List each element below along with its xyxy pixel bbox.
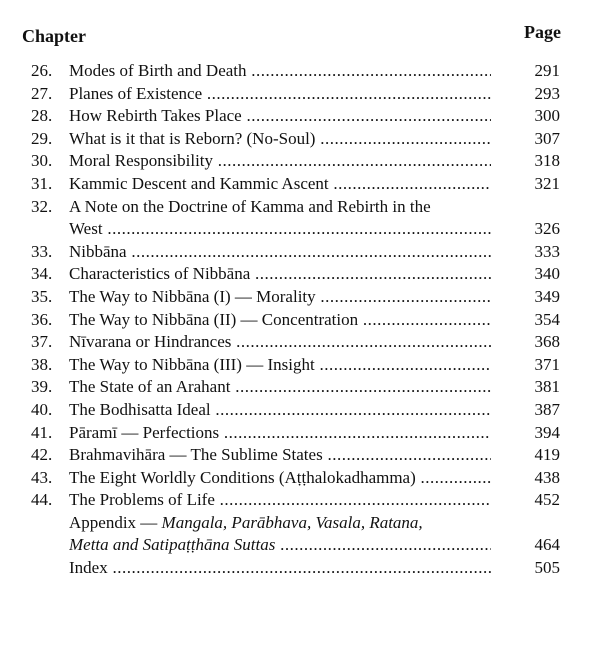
page-number: 307	[534, 128, 560, 148]
chapter-number: 32.	[31, 196, 53, 216]
chapter-number: 27.	[31, 83, 53, 103]
chapter-title: The Problems of Life .....	[69, 489, 491, 512]
table-of-contents	[0, 60, 600, 580]
appendix-title	[69, 512, 491, 535]
chapter-number: 34.	[31, 264, 53, 284]
page-number: 333	[534, 241, 560, 261]
chapter-title: Kammic Descent and Kammic Ascent .....	[69, 173, 491, 196]
appendix-suttas-1: Mangala, Parābhava, Vasala, Ratana,	[161, 512, 423, 532]
toc-row	[0, 309, 600, 332]
chapter-number: 43.	[31, 467, 53, 487]
chapter-title: Modes of Birth and Death .....	[69, 60, 491, 83]
chapter-title: Nīvarana or Hindrances .....	[69, 331, 491, 354]
toc-row	[0, 489, 600, 512]
page-header: Page	[524, 22, 561, 42]
chapter-title: The Way to Nibbāna (I) — Morality .....	[69, 286, 491, 309]
toc-row	[0, 534, 600, 557]
chapter-title: The Way to Nibbāna (III) — Insight .....	[69, 354, 491, 377]
chapter-number: 26.	[31, 61, 53, 80]
appendix-suttas-2: Metta and Satipaṭṭhāna Suttas	[69, 535, 276, 555]
toc-row	[0, 105, 600, 128]
appendix-prefix: Appendix —	[69, 512, 162, 532]
chapter-number: 36.	[31, 309, 53, 329]
chapter-title: Moral Responsibility .....	[69, 150, 491, 173]
page-number: 354	[534, 309, 560, 329]
page-number: 318	[534, 151, 560, 171]
chapter-number: 28.	[31, 106, 53, 126]
page-number: 452	[534, 490, 560, 510]
toc-row	[0, 354, 600, 377]
page-number: 326	[534, 219, 560, 239]
page-number: 291	[534, 61, 560, 80]
toc-row	[0, 60, 600, 83]
toc-row	[0, 173, 600, 196]
toc-row	[0, 557, 600, 580]
chapter-number: 29.	[31, 128, 53, 148]
page-number: 464	[534, 535, 560, 555]
chapter-title: The State of an Arahant .....	[69, 376, 491, 399]
chapter-title: Brahmavihāra — The Sublime States .....	[69, 444, 491, 467]
page-number: 371	[534, 354, 560, 374]
chapter-number: 35.	[31, 286, 53, 306]
chapter-number: 31.	[31, 173, 53, 193]
chapter-number: 41.	[31, 422, 53, 442]
page-number: 394	[534, 422, 560, 442]
page-number: 438	[534, 467, 560, 487]
toc-row	[0, 512, 600, 535]
chapter-number: 33.	[31, 241, 53, 261]
chapter-title: How Rebirth Takes Place .....	[69, 105, 491, 128]
chapter-number: 30.	[31, 151, 53, 171]
page-number: 300	[534, 106, 560, 126]
page-number: 340	[534, 264, 560, 284]
toc-row	[0, 218, 600, 241]
toc-row	[0, 128, 600, 151]
chapter-title: The Way to Nibbāna (II) — Concentration .....	[69, 309, 491, 332]
toc-row	[0, 399, 600, 422]
chapter-title: A Note on the Doctrine of Kamma and Rebirth in the	[69, 196, 431, 216]
toc-row	[0, 263, 600, 286]
page-number: 505	[534, 558, 560, 578]
chapter-number: 37.	[31, 332, 53, 352]
chapter-number: 42.	[31, 445, 53, 465]
page-number: 381	[534, 377, 560, 397]
chapter-title: The Bodhisatta Ideal .....	[69, 399, 491, 422]
index-title: Index .....	[69, 557, 491, 580]
toc-row	[0, 331, 600, 354]
chapter-header: Chapter	[22, 26, 86, 46]
page-number: 387	[534, 399, 560, 419]
toc-row	[0, 241, 600, 264]
chapter-number: 39.	[31, 377, 53, 397]
chapter-title-continued: West .....	[69, 218, 491, 241]
chapter-title: Nibbāna .....	[69, 241, 491, 264]
chapter-title: Planes of Existence .....	[69, 83, 491, 106]
toc-row	[0, 444, 600, 467]
chapter-number: 44.	[31, 490, 53, 510]
toc-row	[0, 422, 600, 445]
appendix-title-continued	[69, 534, 491, 557]
page-number: 368	[534, 332, 560, 352]
toc-row	[0, 286, 600, 309]
chapter-number: 38.	[31, 354, 53, 374]
page-number: 419	[534, 445, 560, 465]
page-number: 321	[534, 173, 560, 193]
toc-row	[0, 196, 600, 219]
chapter-title: Pāramī — Perfections .....	[69, 422, 491, 445]
page-number: 293	[534, 83, 560, 103]
chapter-number: 40.	[31, 399, 53, 419]
toc-row	[0, 83, 600, 106]
page-number: 349	[534, 286, 560, 306]
toc-row	[0, 376, 600, 399]
chapter-title: Characteristics of Nibbāna .....	[69, 263, 491, 286]
chapter-title: The Eight Worldly Conditions (Aṭṭhalokadhamma) .....	[69, 467, 491, 490]
chapter-title: What is it that is Reborn? (No-Soul) .....	[69, 128, 491, 151]
toc-row	[0, 467, 600, 490]
toc-row	[0, 150, 600, 173]
